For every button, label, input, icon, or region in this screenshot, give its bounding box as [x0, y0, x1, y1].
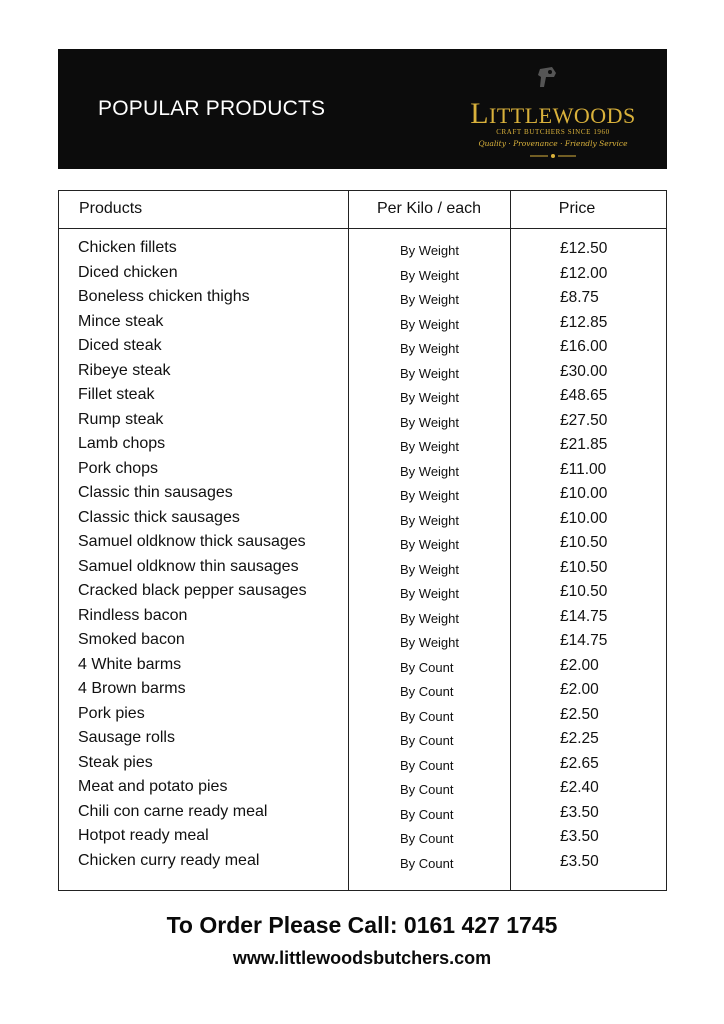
page-title: POPULAR PRODUCTS	[98, 97, 326, 120]
unit-type: By Weight	[400, 463, 460, 479]
product-name: Classic thin sausages	[78, 484, 233, 501]
product-price: £14.75	[560, 632, 608, 649]
column-header-per-kilo: Per Kilo / each	[376, 200, 482, 217]
ornament-icon	[530, 153, 576, 159]
table-row	[59, 754, 666, 779]
table-row	[59, 313, 666, 338]
table-row	[59, 656, 666, 681]
product-name: Hotpot ready meal	[78, 827, 209, 844]
header-banner	[58, 49, 667, 169]
table-row	[59, 337, 666, 362]
product-name: Rindless bacon	[78, 606, 188, 624]
table-row	[59, 705, 666, 730]
product-price: £48.65	[560, 387, 608, 404]
product-price: £2.00	[560, 656, 599, 674]
product-name: Pork chops	[78, 459, 159, 477]
table-row	[59, 680, 666, 705]
unit-type: By Count	[400, 782, 454, 797]
unit-type: By Weight	[400, 610, 460, 626]
unit-type: By Count	[400, 733, 454, 748]
table-row	[59, 509, 666, 534]
header-divider	[59, 228, 666, 229]
unit-type: By Count	[400, 659, 454, 675]
unit-type: By Weight	[400, 635, 460, 650]
unit-type: By Count	[400, 708, 454, 724]
table-row	[59, 460, 666, 485]
product-price: £21.85	[560, 436, 608, 453]
table-row	[59, 435, 666, 460]
product-price: £3.50	[560, 803, 599, 821]
unit-type: By Weight	[400, 316, 460, 332]
product-name: Chicken curry ready meal	[78, 851, 260, 869]
product-name: Ribeye steak	[78, 361, 171, 379]
product-price: £12.50	[560, 240, 608, 257]
product-price: £3.50	[560, 852, 599, 870]
product-price: £10.00	[560, 509, 608, 527]
logo-tagline: Quality · Provenance · Friendly Service	[478, 139, 628, 148]
product-price: £12.00	[560, 264, 608, 282]
table-body	[59, 239, 666, 876]
table-row	[59, 533, 666, 558]
product-price: £10.50	[560, 558, 608, 576]
product-name: Mince steak	[78, 312, 164, 330]
unit-type: By Weight	[400, 292, 460, 307]
product-name: Rump steak	[78, 410, 164, 428]
product-name: Chili con carne ready meal	[78, 802, 268, 820]
unit-type: By Weight	[400, 243, 460, 258]
product-name: Boneless chicken thighs	[78, 288, 250, 305]
product-name: Fillet steak	[78, 386, 155, 403]
table-row	[59, 827, 666, 852]
product-name: Lamb chops	[78, 435, 166, 452]
product-price: £2.00	[560, 681, 599, 698]
cleaver-logo-icon	[532, 63, 562, 93]
product-name: Smoked bacon	[78, 631, 185, 648]
littlewoods-logo	[468, 59, 638, 163]
product-name: Meat and potato pies	[78, 778, 228, 795]
unit-type: By Count	[400, 831, 454, 846]
table-row	[59, 729, 666, 754]
product-name: Sausage rolls	[78, 729, 175, 746]
unit-type: By Weight	[400, 365, 460, 381]
unit-type: By Weight	[400, 439, 460, 454]
product-price: £2.25	[560, 730, 599, 747]
unit-type: By Weight	[400, 561, 460, 577]
column-header-price: Price	[558, 200, 596, 217]
unit-type: By Weight	[400, 512, 460, 528]
unit-type: By Weight	[400, 488, 460, 503]
table-row	[59, 607, 666, 632]
product-price: £10.50	[560, 583, 608, 600]
product-price: £30.00	[560, 362, 608, 380]
table-row	[59, 803, 666, 828]
unit-type: By Count	[400, 855, 454, 871]
product-name: Pork pies	[78, 704, 145, 722]
product-price: £10.00	[560, 485, 608, 502]
product-name: Chicken fillets	[78, 239, 177, 256]
table-row	[59, 411, 666, 436]
product-price: £2.65	[560, 754, 599, 772]
product-name: Classic thick sausages	[78, 508, 240, 526]
unit-type: By Count	[400, 806, 454, 822]
product-name: Cracked black pepper sausages	[78, 582, 307, 599]
product-price: £12.85	[560, 313, 608, 331]
table-row	[59, 484, 666, 509]
column-header-products: Products	[79, 200, 143, 217]
product-name: Steak pies	[78, 753, 153, 771]
unit-type: By Count	[400, 684, 454, 699]
table-row	[59, 582, 666, 607]
table-row	[59, 778, 666, 803]
product-price: £16.00	[560, 338, 608, 355]
product-price: £27.50	[560, 411, 608, 429]
unit-type: By Weight	[400, 390, 460, 405]
table-row	[59, 239, 666, 264]
order-phone: To Order Please Call: 0161 427 1745	[166, 912, 558, 938]
table-row	[59, 362, 666, 387]
product-name: 4 White barms	[78, 655, 182, 673]
product-name: Samuel oldknow thick sausages	[78, 533, 306, 550]
product-name: Samuel oldknow thin sausages	[78, 557, 299, 575]
table-row	[59, 288, 666, 313]
unit-type: By Weight	[400, 586, 460, 601]
product-price: £2.50	[560, 705, 599, 723]
table-row	[59, 264, 666, 289]
table-row	[59, 631, 666, 656]
logo-subtitle: CRAFT BUTCHERS SINCE 1960	[496, 128, 610, 136]
product-table	[58, 190, 667, 891]
logo-wordmark: LITTLEWOODS	[470, 97, 636, 130]
product-price: £11.00	[560, 460, 607, 478]
product-name: Diced chicken	[78, 263, 178, 281]
unit-type: By Weight	[400, 341, 460, 356]
product-name: 4 Brown barms	[78, 680, 186, 697]
product-price: £10.50	[560, 534, 608, 551]
website-link[interactable]: www.littlewoodsbutchers.com	[232, 948, 492, 968]
unit-type: By Count	[400, 757, 454, 773]
product-price: £8.75	[560, 289, 599, 306]
unit-type: By Weight	[400, 267, 460, 283]
product-name: Diced steak	[78, 337, 162, 354]
table-row	[59, 852, 666, 877]
product-price: £3.50	[560, 828, 599, 845]
product-price: £14.75	[560, 607, 608, 625]
table-row	[59, 386, 666, 411]
product-price: £2.40	[560, 779, 599, 796]
unit-type: By Weight	[400, 537, 460, 552]
table-row	[59, 558, 666, 583]
unit-type: By Weight	[400, 414, 460, 430]
